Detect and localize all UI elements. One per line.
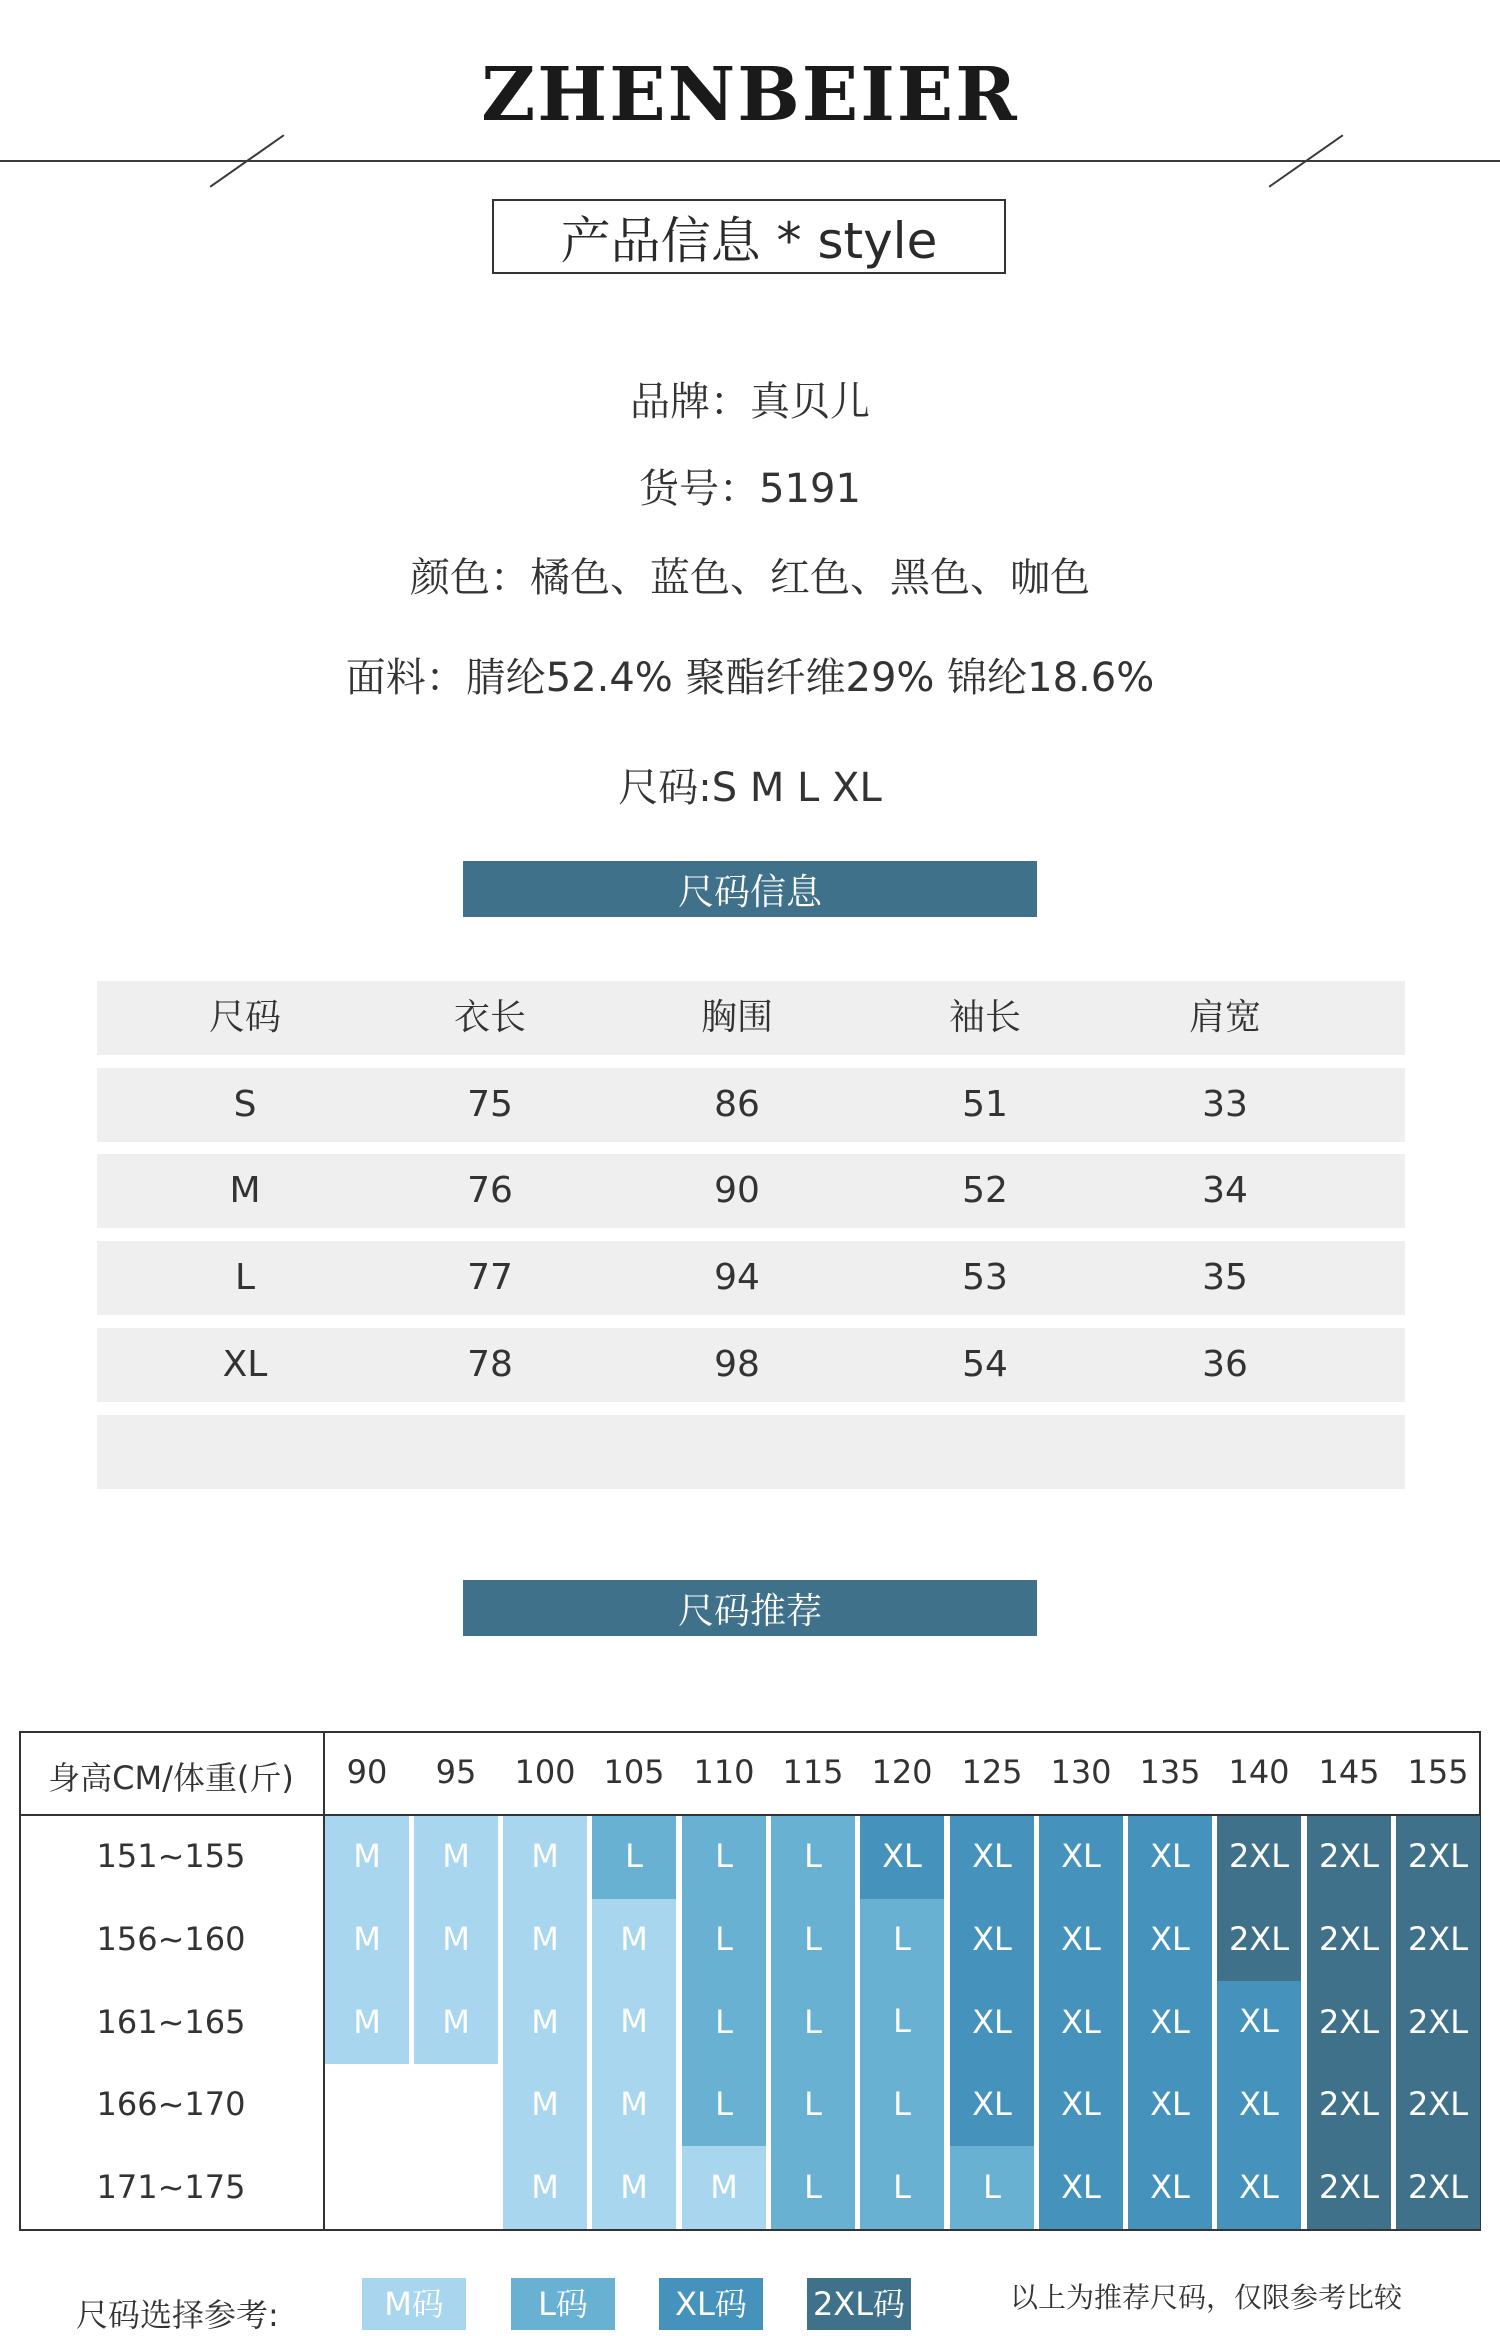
recommend-weight-label: 110 — [693, 1753, 755, 1791]
size-table-column-header: 肩宽 — [1188, 997, 1262, 1038]
recommend-size-cell: 2XL — [1318, 2167, 1380, 2206]
recommend-size-block — [682, 2146, 766, 2229]
recommend-height-label: 151~155 — [96, 1837, 246, 1876]
recommend-size-cell: M — [531, 1837, 559, 1876]
recommend-weight-label: 115 — [782, 1753, 844, 1791]
size-table-cell: 78 — [467, 1344, 513, 1385]
style-title-box — [492, 199, 1006, 274]
size-table-column-header: 尺码 — [208, 997, 282, 1038]
size-table-cell: L — [234, 1257, 256, 1298]
style-title: 产品信息 * style — [560, 211, 938, 270]
size-recommend-banner-label: 尺码推荐 — [677, 1590, 822, 1632]
recommend-size-cell: XL — [1150, 1837, 1190, 1876]
legend-note: 以上为推荐尺码，仅限参考比较 — [1010, 2281, 1403, 2314]
recommend-size-cell: L — [715, 1837, 733, 1876]
recommend-weight-label: 105 — [603, 1753, 665, 1791]
recommend-size-cell: XL — [1239, 2085, 1279, 2124]
recommend-size-cell: 2XL — [1318, 2002, 1380, 2041]
recommend-size-cell: M — [442, 1837, 470, 1876]
recommend-size-cell: L — [804, 2002, 822, 2041]
size-table-cell: 86 — [714, 1084, 760, 1125]
size-table-cell: 51 — [962, 1084, 1008, 1125]
recommend-size-cell: XL — [1150, 2002, 1190, 2041]
size-table-cell: M — [229, 1170, 261, 1211]
recommend-size-cell: M — [620, 1919, 648, 1958]
recommend-size-cell: XL — [1150, 2085, 1190, 2124]
recommend-height-label: 171~175 — [96, 2167, 246, 2206]
size-table-cell: 90 — [714, 1170, 760, 1211]
recommend-size-cell: XL — [1061, 1919, 1101, 1958]
recommend-size-block — [592, 1816, 676, 1899]
recommend-size-cell: 2XL — [1407, 2167, 1469, 2206]
recommend-size-block — [1039, 1816, 1123, 2229]
size-table-cell: 76 — [467, 1170, 513, 1211]
recommend-weight-label: 90 — [346, 1753, 388, 1791]
brand-logo: ZHENBEIER — [481, 52, 1019, 138]
recommend-size-cell: M — [620, 2002, 648, 2041]
size-info-banner-label: 尺码信息 — [677, 871, 822, 913]
recommend-size-cell: 2XL — [1318, 2085, 1380, 2124]
recommend-size-cell: 2XL — [1228, 1837, 1290, 1876]
recommend-weight-label: 125 — [961, 1753, 1023, 1791]
recommend-weight-label: 130 — [1050, 1753, 1112, 1791]
recommend-size-cell: L — [625, 1837, 643, 1876]
size-table-cell: 52 — [962, 1170, 1008, 1211]
size-table-column-header: 衣长 — [453, 997, 527, 1038]
recommend-height-label: 166~170 — [96, 2085, 246, 2124]
recommend-size-cell: M — [353, 2002, 381, 2041]
recommend-size-cell: L — [893, 1919, 911, 1958]
size-table-cell: 33 — [1202, 1084, 1248, 1125]
recommend-size-cell: XL — [1061, 2085, 1101, 2124]
size-table-cell: 94 — [714, 1257, 760, 1298]
legend-swatch: L码 — [511, 2278, 615, 2330]
size-table-cell: 34 — [1202, 1170, 1248, 1211]
brand-line: 品牌：真贝儿 — [630, 379, 870, 425]
recommend-size-cell: L — [893, 2002, 911, 2041]
recommend-size-cell: XL — [1061, 2167, 1101, 2206]
recommend-weight-label: 120 — [871, 1753, 933, 1791]
recommend-weight-label: 145 — [1318, 1753, 1380, 1791]
recommend-size-cell: L — [804, 2085, 822, 2124]
recommend-size-cell: L — [715, 2002, 733, 2041]
recommend-size-cell: L — [715, 2085, 733, 2124]
recommend-size-cell: L — [893, 2085, 911, 2124]
size-table-row — [97, 1241, 1405, 1315]
recommend-divider-horizontal — [19, 1814, 1481, 1816]
recommend-weight-label: 155 — [1407, 1753, 1469, 1791]
recommend-height-label: 156~160 — [96, 1919, 246, 1958]
recommend-size-cell: XL — [1150, 1919, 1190, 1958]
recommend-size-block — [950, 2146, 1034, 2229]
recommend-size-block — [1217, 1816, 1301, 1981]
recommend-size-cell: M — [531, 2085, 559, 2124]
recommend-size-cell: 2XL — [1407, 1837, 1469, 1876]
recommend-weight-label: 95 — [435, 1753, 477, 1791]
size-table-row — [97, 1415, 1405, 1489]
recommend-size-cell: M — [710, 2167, 738, 2206]
recommend-size-cell: M — [353, 1837, 381, 1876]
legend-label: 尺码选择参考: — [76, 2296, 279, 2334]
recommend-size-cell: M — [620, 2085, 648, 2124]
size-table-cell: 35 — [1202, 1257, 1248, 1298]
recommend-size-cell: M — [353, 1919, 381, 1958]
recommend-size-cell: M — [442, 1919, 470, 1958]
size-table-header — [97, 981, 1405, 1055]
recommend-height-label: 161~165 — [96, 2002, 246, 2041]
recommend-size-block — [682, 1816, 766, 2146]
recommend-size-block — [771, 1816, 855, 2229]
recommend-size-cell: XL — [972, 1837, 1012, 1876]
size-table-row — [97, 1068, 1405, 1142]
legend-swatch: XL码 — [659, 2278, 763, 2330]
size-table-cell: 75 — [467, 1084, 513, 1125]
recommend-size-block — [1307, 1816, 1391, 2229]
size-table-column-header: 袖长 — [948, 997, 1022, 1038]
recommend-size-cell: L — [715, 1919, 733, 1958]
recommend-size-cell: 2XL — [1318, 1837, 1380, 1876]
size-table-cell: 53 — [962, 1257, 1008, 1298]
recommend-size-block — [1217, 1981, 1301, 2229]
recommend-size-block — [1128, 1816, 1212, 2229]
size-table-cell: 98 — [714, 1344, 760, 1385]
recommend-corner-label: 身高CM/体重(斤) — [48, 1759, 294, 1797]
recommend-size-cell: XL — [1150, 2167, 1190, 2206]
size-recommend-banner — [463, 1580, 1037, 1636]
size-table-column-header: 胸围 — [700, 997, 774, 1038]
recommend-weight-label: 100 — [514, 1753, 576, 1791]
recommend-size-cell: XL — [972, 2002, 1012, 2041]
size-table-cell: 54 — [962, 1344, 1008, 1385]
size-table-row — [97, 1154, 1405, 1228]
recommend-size-cell: XL — [882, 1837, 922, 1876]
recommend-size-block — [414, 1816, 498, 2064]
fabric-line: 面料：腈纶52.4% 聚酯纤维29% 锦纶18.6% — [345, 655, 1155, 701]
recommend-divider-vertical — [323, 1731, 325, 2231]
size-table-cell: 36 — [1202, 1344, 1248, 1385]
recommend-size-cell: 2XL — [1407, 2002, 1469, 2041]
recommend-size-cell: XL — [1239, 2167, 1279, 2206]
recommend-weight-label: 140 — [1228, 1753, 1290, 1791]
recommend-size-block — [1396, 1816, 1480, 2229]
recommend-size-cell: M — [531, 2002, 559, 2041]
recommend-size-cell: XL — [972, 1919, 1012, 1958]
size-table-row — [97, 1328, 1405, 1402]
recommend-size-cell: L — [983, 2167, 1001, 2206]
recommend-size-cell: M — [531, 1919, 559, 1958]
recommend-size-cell: XL — [1239, 2002, 1279, 2041]
recommend-size-cell: 2XL — [1228, 1919, 1290, 1958]
recommend-size-cell: M — [620, 2167, 648, 2206]
item-number: 货号：5191 — [639, 466, 861, 512]
recommend-size-cell: XL — [972, 2085, 1012, 2124]
recommend-size-cell: L — [804, 2167, 822, 2206]
recommend-size-cell: M — [531, 2167, 559, 2206]
recommend-weight-label: 135 — [1139, 1753, 1201, 1791]
size-table-cell: S — [233, 1084, 257, 1125]
recommend-size-cell: L — [893, 2167, 911, 2206]
recommend-size-block — [860, 1899, 944, 2229]
recommend-size-cell: 2XL — [1407, 2085, 1469, 2124]
recommend-size-cell: XL — [1061, 2002, 1101, 2041]
recommend-size-block — [860, 1816, 944, 1899]
sizes-line: 尺码:S M L XL — [618, 765, 882, 811]
recommend-size-cell: L — [804, 1837, 822, 1876]
size-table-cell: XL — [222, 1344, 268, 1385]
recommend-size-block — [950, 1816, 1034, 2146]
size-table-cell: 77 — [467, 1257, 513, 1298]
legend-swatch: M码 — [362, 2278, 466, 2330]
recommend-size-block — [325, 1816, 409, 2064]
recommend-size-block — [503, 1816, 587, 2229]
colors-line: 颜色：橘色、蓝色、红色、黑色、咖色 — [410, 555, 1090, 601]
recommend-size-cell: XL — [1061, 1837, 1101, 1876]
legend-swatch: 2XL码 — [807, 2278, 911, 2330]
size-info-banner — [463, 861, 1037, 917]
recommend-size-block — [592, 1899, 676, 2229]
recommend-size-cell: L — [804, 1919, 822, 1958]
recommend-size-cell: 2XL — [1407, 1919, 1469, 1958]
recommend-size-cell: 2XL — [1318, 1919, 1380, 1958]
recommend-size-cell: M — [442, 2002, 470, 2041]
header-divider — [0, 160, 1500, 162]
